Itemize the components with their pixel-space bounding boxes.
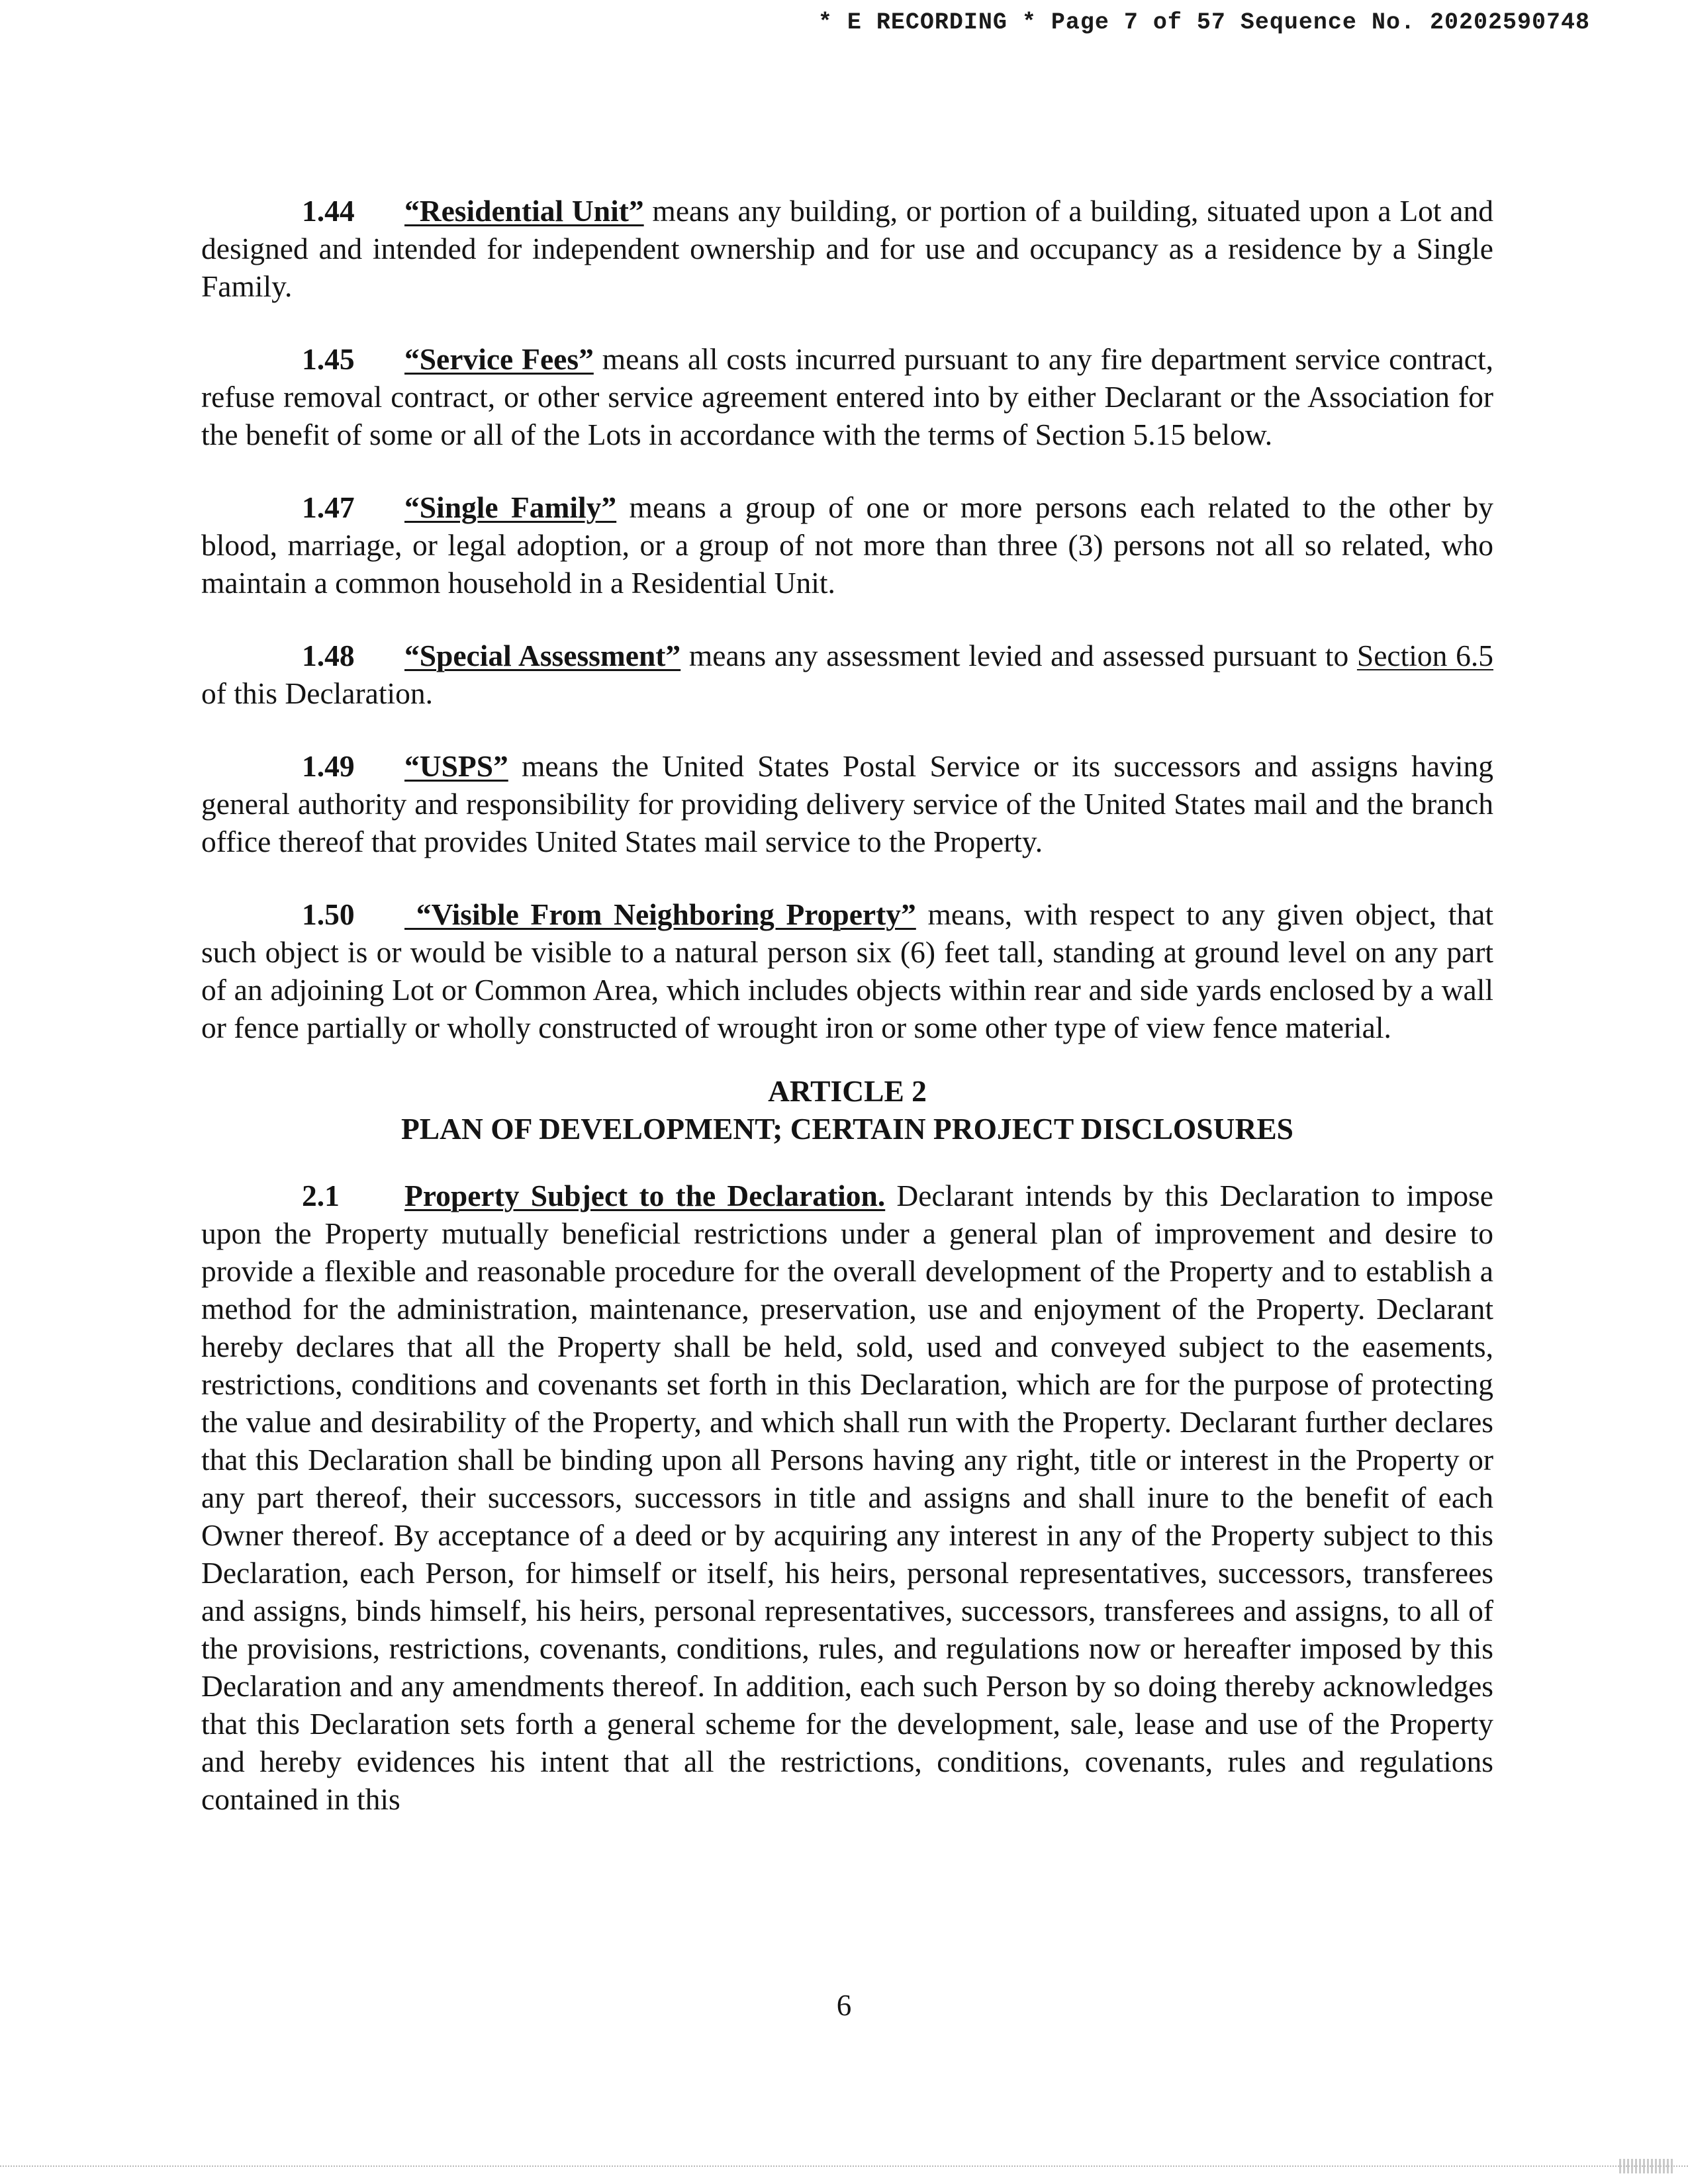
- section-text: means all costs incurred pursuant to any fire department service contract, refuse removal contract, or other service agreement entered into by either Declarant or the Association for the benefit of some or all of the Lots in accordance with the terms of Section 5.15 below.: [201, 342, 1493, 451]
- defined-term: “Service Fees”: [404, 342, 594, 376]
- section-2-1: [201, 1177, 1493, 1818]
- section-1-49: [201, 747, 1493, 860]
- section-text: means, with respect to any given object, that such object is or would be visible to a natural person six (6) feet tall, standing at ground level on any part of an adjoining Lot or Common Area, which includes objects within rear and side yards enclosed by a wall or fence partially or wholly constructed of wrought iron or some other type of view fence material.: [201, 897, 1493, 1044]
- scan-artifact: [1619, 2159, 1675, 2173]
- section-1-48: [201, 637, 1493, 712]
- section-text: means any assessment levied and assessed pursuant to: [680, 639, 1357, 672]
- scan-edge-divider: [0, 2165, 1688, 2167]
- section-text: Declarant intends by this Declaration to impose upon the Property mutually beneficial restrictions under a general plan of improvement and desire to provide a flexible and reasonable procedure for the overall development of the Property and to establish a method for the administration, maintenance, preservation, use and enjoyment of the Property. Declarant hereby declares that all the Property shall be held, sold, used and conveyed subject to the easements, restrictions, conditions and covenants set forth in this Declaration, which are for the purpose of protecting the value and desirability of the Property, and which shall run with the Property. Declarant further declares that this Declaration shall be binding upon all Persons having any right, title or interest in the Property or any part thereof, their successors, successors in title and assigns and shall inure to the benefit of each Owner thereof. By acceptance of a deed or by acquiring any interest in any of the Property subject to this Declaration, each Person, for himself or itself, his heirs, personal representatives, successors, transferees and assigns, binds himself, his heirs, personal representatives, successors, transferees and assigns, to all of the provisions, restrictions, covenants, conditions, rules, and regulations now or hereafter imposed by this Declaration and any amendments thereof. In addition, each such Person by so doing thereby acknowledges that this Declaration sets forth a general scheme for the development, sale, lease and use of the Property and hereby evidences his intent that all the restrictions, conditions, covenants, rules and regulations contained in this: [201, 1179, 1493, 1816]
- document-body: [201, 192, 1493, 1853]
- defined-term: “USPS”: [404, 749, 508, 783]
- section-number: 1.50: [302, 897, 355, 931]
- section-reference: Section 6.5: [1356, 639, 1493, 672]
- defined-term: “Special Assessment”: [404, 639, 681, 672]
- section-1-44: [201, 192, 1493, 305]
- article-heading: [201, 1072, 1493, 1148]
- section-1-47: [201, 488, 1493, 602]
- defined-term: “Visible From Neighboring Property”: [404, 897, 916, 931]
- section-number: 1.48: [302, 639, 355, 672]
- section-number: 1.45: [302, 342, 355, 376]
- section-text: of this Declaration.: [201, 676, 433, 710]
- defined-term: “Residential Unit”: [404, 194, 644, 228]
- defined-term: “Single Family”: [404, 490, 617, 524]
- section-1-50: [201, 895, 1493, 1046]
- section-text: means the United States Postal Service or its successors and assigns having general authority and responsibility for providing delivery service of the United States mail and the branch office thereof that provides United States mail service to the Property.: [201, 749, 1493, 858]
- section-1-45: [201, 340, 1493, 453]
- section-number: 1.49: [302, 749, 355, 783]
- section-number: 2.1: [302, 1179, 340, 1212]
- section-heading: Property Subject to the Declaration.: [404, 1179, 886, 1212]
- recording-header: * E RECORDING * Page 7 of 57 Sequence No. 20202590748: [818, 9, 1590, 36]
- section-text: means a group of one or more persons each related to the other by blood, marriage, or legal adoption, or a group of not more than three (3) persons not all so related, who maintain a common household in a Residential Unit.: [201, 490, 1493, 600]
- section-text: means any building, or portion of a building, situated upon a Lot and designed and intended for independent ownership and for use and occupancy as a residence by a Single Family.: [201, 194, 1493, 303]
- page-number: 6: [836, 1989, 852, 2022]
- section-number: 1.44: [302, 194, 355, 228]
- article-number: ARTICLE 2: [768, 1074, 927, 1108]
- section-number: 1.47: [302, 490, 355, 524]
- article-title: PLAN OF DEVELOPMENT; CERTAIN PROJECT DISCLOSURES: [401, 1112, 1293, 1146]
